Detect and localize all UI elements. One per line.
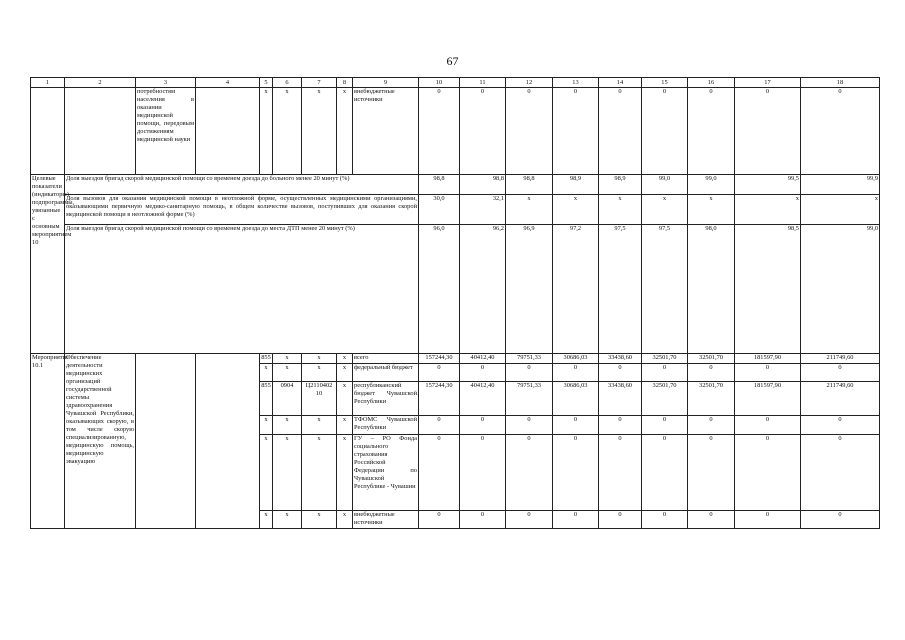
value-cell: 157244,30 <box>419 382 460 416</box>
value-cell: 0 <box>642 511 688 529</box>
value-cell: 32501,70 <box>642 354 688 364</box>
value-cell: 32501,70 <box>642 382 688 416</box>
funding-source: ТФОМС Чувашской Республики <box>353 416 419 435</box>
value-cell: x <box>553 195 599 225</box>
code-cell: 855 <box>260 382 273 416</box>
value-cell: 32501,70 <box>688 354 735 364</box>
funding-source: федеральный бюджет <box>353 364 419 382</box>
header-cell: 9 <box>353 78 419 88</box>
value-cell: 0 <box>801 511 880 529</box>
code-cell: x <box>337 416 353 435</box>
value-cell: 0 <box>688 88 735 175</box>
value-cell: 0 <box>460 511 506 529</box>
value-cell: 0 <box>735 416 801 435</box>
code-cell: x <box>337 354 353 364</box>
target-text: Доля выездов бригад скорой медицинской помощи со временем доезда до места ДТП менее 20 минут (%) <box>65 225 419 354</box>
value-cell: 96,9 <box>506 225 553 354</box>
value-cell: 33438,60 <box>599 382 642 416</box>
value-cell: 0 <box>735 88 801 175</box>
code-cell: x <box>302 88 337 175</box>
code-cell: x <box>260 364 273 382</box>
value-cell: 0 <box>460 364 506 382</box>
code-cell: x <box>302 416 337 435</box>
value-cell: 0 <box>599 511 642 529</box>
funding-source: всего <box>353 354 419 364</box>
header-cell: 12 <box>506 78 553 88</box>
header-cell: 7 <box>302 78 337 88</box>
header-cell: 3 <box>136 78 196 88</box>
value-cell: 0 <box>599 364 642 382</box>
target-text: Доля вызовов для оказания медицинской помощи в неотложной форме, осуществленных медицинскими организациями, оказывающими первичную медико-санитарную помощь, в общем количестве вызовов, поступивших для оказания скорой медицинской помощи в неотложной форме (%) <box>65 195 419 225</box>
header-row <box>31 78 880 88</box>
header-cell: 13 <box>553 78 599 88</box>
code-cell: x <box>273 88 302 175</box>
value-cell: 40412,40 <box>460 354 506 364</box>
value-cell: 98,0 <box>688 225 735 354</box>
value-cell: 0 <box>553 416 599 435</box>
target-row <box>31 175 880 195</box>
value-cell: 0 <box>735 435 801 511</box>
code-cell: x <box>302 435 337 511</box>
code-cell: x <box>337 382 353 416</box>
value-cell: 0 <box>506 364 553 382</box>
code-cell: x <box>273 364 302 382</box>
value-cell: 0 <box>801 364 880 382</box>
header-cell: 18 <box>801 78 880 88</box>
value-cell: 96,2 <box>460 225 506 354</box>
code-cell: x <box>302 354 337 364</box>
value-cell: 40412,40 <box>460 382 506 416</box>
value-cell: 0 <box>688 364 735 382</box>
value-cell: x <box>506 195 553 225</box>
value-cell: 0 <box>506 88 553 175</box>
value-cell: 0 <box>419 88 460 175</box>
header-cell: 2 <box>65 78 136 88</box>
code-cell: x <box>260 435 273 511</box>
value-cell: 0 <box>460 88 506 175</box>
header-cell: 10 <box>419 78 460 88</box>
value-cell: 0 <box>688 511 735 529</box>
code-cell: x <box>260 511 273 529</box>
value-cell: 33438,60 <box>599 354 642 364</box>
value-cell: 96,0 <box>419 225 460 354</box>
table-row <box>31 88 880 175</box>
value-cell: 97,2 <box>553 225 599 354</box>
code-cell: x <box>337 364 353 382</box>
value-cell: 0 <box>553 88 599 175</box>
value-cell: 0 <box>801 88 880 175</box>
code-cell: x <box>273 511 302 529</box>
target-row <box>31 195 880 225</box>
value-cell: 0 <box>419 364 460 382</box>
funding-source: ГУ – РО Фонда социального страхования Российской Федерации по Чувашской Республике - Чувашии <box>353 435 419 511</box>
value-cell: 0 <box>506 435 553 511</box>
code-cell: x <box>273 435 302 511</box>
value-cell: x <box>735 195 801 225</box>
code-cell: x <box>273 416 302 435</box>
value-cell: 98,5 <box>735 225 801 354</box>
value-cell: 98,9 <box>553 175 599 195</box>
header-cell: 8 <box>337 78 353 88</box>
value-cell: 0 <box>599 416 642 435</box>
header-cell: 15 <box>642 78 688 88</box>
value-cell: 0 <box>553 511 599 529</box>
measure-label: Мероприятие 10.1 <box>31 354 65 529</box>
code-cell: x <box>337 511 353 529</box>
header-cell: 17 <box>735 78 801 88</box>
code-cell: 855 <box>260 354 273 364</box>
value-cell: 0 <box>553 364 599 382</box>
measure-goal-text: потребностям населения в оказании медицинской помощи, передовым достижениям медицинской науки <box>136 88 196 175</box>
code-cell: x <box>337 435 353 511</box>
code-cell: x <box>302 511 337 529</box>
value-cell: 0 <box>642 416 688 435</box>
value-cell: 0 <box>735 511 801 529</box>
code-cell: x <box>273 354 302 364</box>
measure-name: Обеспечение деятельности медицинских организаций государственной системы здравоохранения Чувашской Республики, оказывающих скорую, в том числе скорую специализированную, медицинскую помощь, медицинскую эвакуацию <box>65 354 136 529</box>
value-cell: 98,8 <box>506 175 553 195</box>
header-cell: 11 <box>460 78 506 88</box>
value-cell: x <box>801 195 880 225</box>
target-text: Доля выездов бригад скорой медицинской помощи со временем доезда до больного менее 20 минут (%) <box>65 175 419 195</box>
value-cell: 32501,70 <box>688 382 735 416</box>
value-cell: 32,1 <box>460 195 506 225</box>
header-cell: 6 <box>273 78 302 88</box>
value-cell: 0 <box>419 511 460 529</box>
value-cell: x <box>642 195 688 225</box>
value-cell: 99,5 <box>735 175 801 195</box>
code-cell: x <box>302 364 337 382</box>
target-row <box>31 225 880 354</box>
code-cell: Ц2110402 10 <box>302 382 337 416</box>
value-cell: 79751,33 <box>506 354 553 364</box>
value-cell: 99,0 <box>688 175 735 195</box>
value-cell: 30686,03 <box>553 354 599 364</box>
code-cell: x <box>260 88 273 175</box>
value-cell: 0 <box>506 416 553 435</box>
value-cell: 98,8 <box>460 175 506 195</box>
budget-table <box>30 77 880 529</box>
value-cell: x <box>688 195 735 225</box>
value-cell: 0 <box>419 435 460 511</box>
value-cell: 211749,60 <box>801 354 880 364</box>
value-cell: 97,5 <box>642 225 688 354</box>
targets-label: Целевые показатели (индикаторы) подпрограммы, увязанные с основным мероприятием 10 <box>31 175 65 354</box>
value-cell: 0 <box>642 88 688 175</box>
value-cell: 157244,30 <box>419 354 460 364</box>
funding-source: внебюджетные источники <box>353 88 419 175</box>
value-cell: 99,0 <box>642 175 688 195</box>
value-cell: 0 <box>735 364 801 382</box>
value-cell: 0 <box>642 364 688 382</box>
value-cell: 97,5 <box>599 225 642 354</box>
header-cell: 4 <box>196 78 260 88</box>
page-number: 67 <box>446 54 459 68</box>
header-cell: 16 <box>688 78 735 88</box>
value-cell: 0 <box>642 435 688 511</box>
value-cell: 98,8 <box>419 175 460 195</box>
value-cell: 211749,60 <box>801 382 880 416</box>
header-cell: 14 <box>599 78 642 88</box>
value-cell: x <box>599 195 642 225</box>
value-cell: 0 <box>688 416 735 435</box>
value-cell: 99,9 <box>801 175 880 195</box>
value-cell: 181597,90 <box>735 354 801 364</box>
value-cell: 99,0 <box>801 225 880 354</box>
value-cell: 30686,03 <box>553 382 599 416</box>
header-cell: 5 <box>260 78 273 88</box>
header-cell: 1 <box>31 78 65 88</box>
funding-source: республиканский бюджет Чувашской Республики <box>353 382 419 416</box>
value-cell: 0 <box>460 435 506 511</box>
value-cell: 0 <box>599 88 642 175</box>
value-cell: 0 <box>599 435 642 511</box>
code-cell: x <box>260 416 273 435</box>
funding-row <box>31 354 880 364</box>
value-cell: 0 <box>553 435 599 511</box>
code-cell: 0904 <box>273 382 302 416</box>
value-cell: 0 <box>460 416 506 435</box>
value-cell: 0 <box>801 435 880 511</box>
value-cell: 98,9 <box>599 175 642 195</box>
value-cell: 181597,90 <box>735 382 801 416</box>
value-cell: 0 <box>419 416 460 435</box>
value-cell: 0 <box>801 416 880 435</box>
value-cell: 79751,33 <box>506 382 553 416</box>
value-cell: 0 <box>688 435 735 511</box>
value-cell: 30,0 <box>419 195 460 225</box>
value-cell: 0 <box>506 511 553 529</box>
funding-source: внебюджетные источники <box>353 511 419 529</box>
code-cell: x <box>337 88 353 175</box>
